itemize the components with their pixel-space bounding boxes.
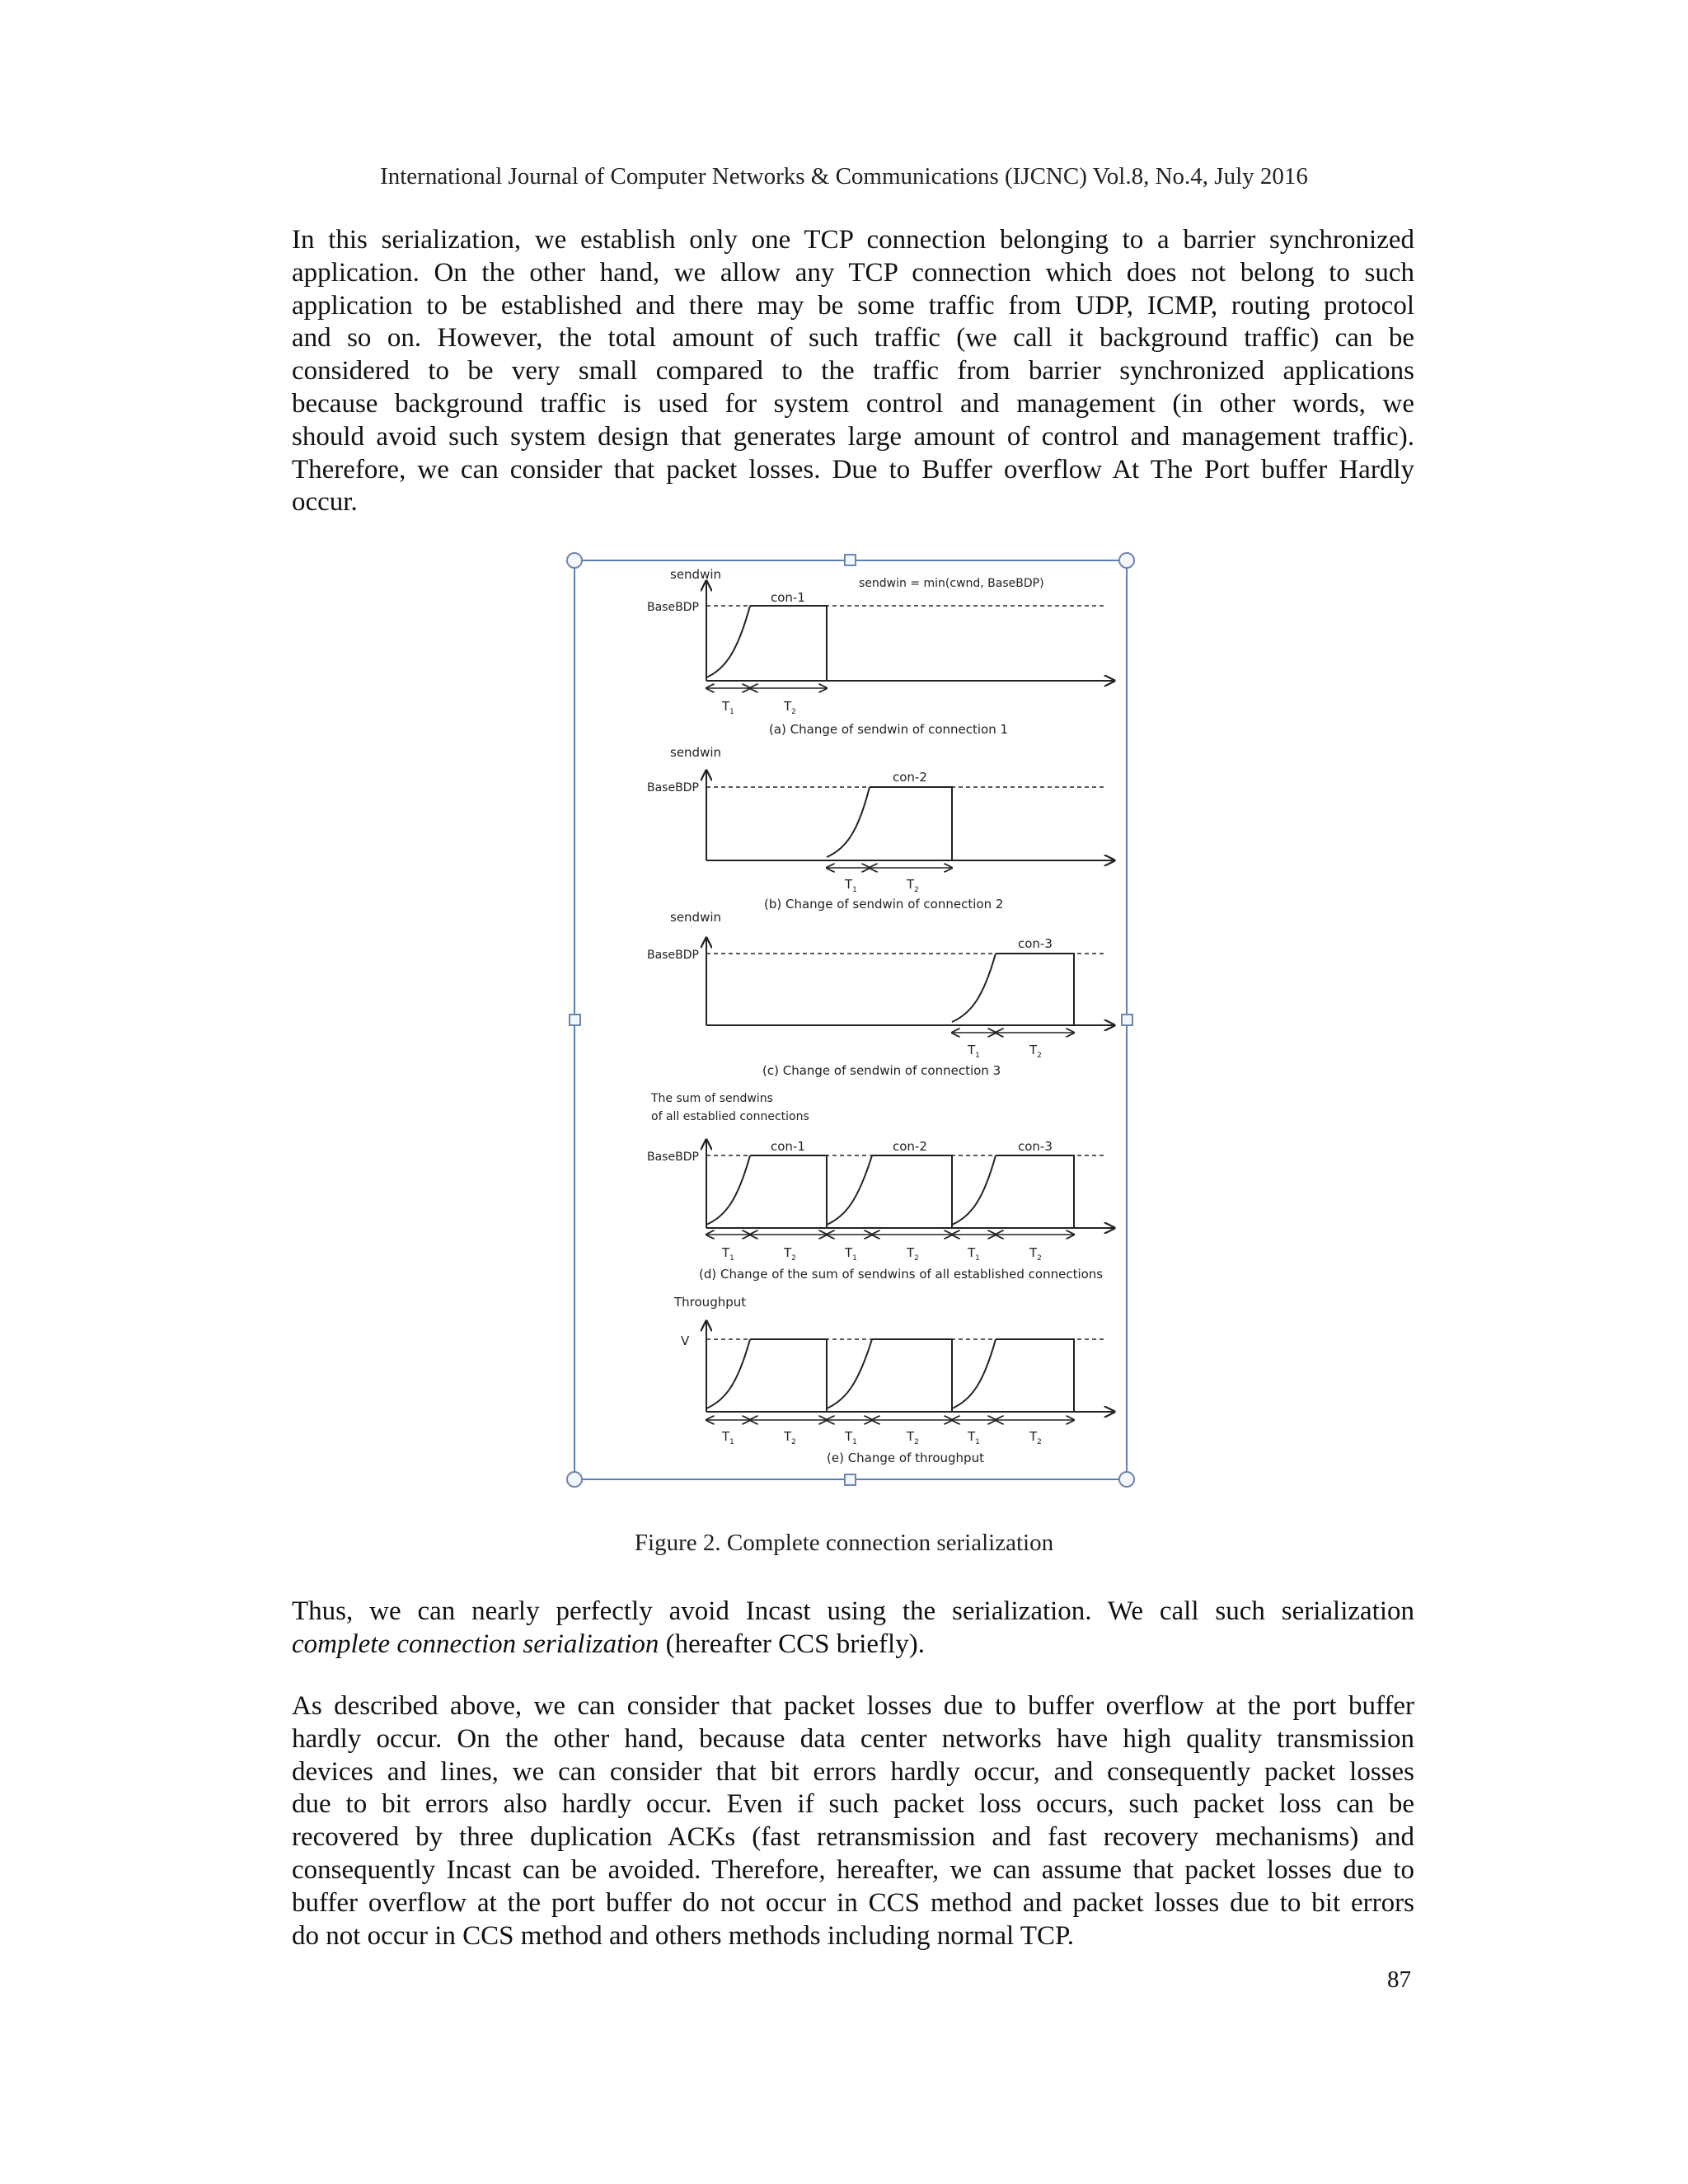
text-line: occur. (292, 487, 358, 518)
panel-caption: (c) Change of sendwin of connection 3 (762, 1063, 1001, 1078)
y-axis-label: Throughput (674, 1295, 747, 1310)
text-line: should avoid such system design that generates large amount of control and management traffic). (292, 421, 1414, 452)
connection-label: con-2 (893, 770, 927, 785)
text-line: considered to be very small compared to the traffic from barrier synchronized applications (292, 356, 1414, 387)
panel-caption: (b) Change of sendwin of connection 2 (764, 897, 1004, 912)
y-axis-label: The sum of sendwins (651, 1092, 773, 1105)
t2-label: $T_2$ (1029, 1429, 1042, 1446)
connection-label: con-3 (1018, 1139, 1053, 1154)
text-line: devices and lines, we can consider that bit errors hardly occur, and consequently packet losses (292, 1756, 1414, 1787)
level-label: BaseBDP (647, 949, 699, 962)
panel-caption: (a) Change of sendwin of connection 1 (769, 722, 1009, 737)
running-header: International Journal of Computer Networks & Communications (IJCNC) Vol.8, No.4, July 2016 (380, 163, 1308, 190)
y-axis-label: sendwin (670, 745, 722, 760)
paragraph-2 (292, 1596, 1414, 1661)
page-number: 87 (1387, 1966, 1411, 1993)
text-line: In this serialization, we establish only one TCP connection belonging to a barrier synchronized (292, 225, 1414, 255)
t1-label: $T_1$ (968, 1043, 980, 1060)
resize-handle[interactable] (567, 553, 582, 568)
t1-label: $T_1$ (722, 699, 734, 716)
panel-e (706, 1321, 1114, 1420)
panel-d (706, 1140, 1114, 1235)
text-line: and so on. However, the total amount of such traffic (we call it background traffic) can be (292, 323, 1414, 354)
level-label: BaseBDP (647, 781, 699, 794)
y-axis-label: of all establied connections (651, 1110, 809, 1123)
text-line: Thus, we can nearly perfectly avoid Incast using the serialization. We call such serialization (292, 1596, 1414, 1626)
resize-handle[interactable] (567, 1472, 582, 1487)
resize-handle[interactable] (1119, 1472, 1134, 1487)
t2-label: $T_2$ (907, 877, 919, 894)
connection-label: con-3 (1018, 936, 1053, 951)
text-line: consequently Incast can be avoided. Therefore, hereafter, we can assume that packet losses due to (292, 1854, 1414, 1885)
text-line: buffer overflow at the port buffer do not occur in CCS method and packet losses due to bit errors (292, 1887, 1414, 1918)
paragraph-3 (292, 1690, 1414, 1952)
formula-label: sendwin = min(cwnd, BaseBDP) (859, 577, 1044, 590)
t2-label: $T_2$ (784, 1245, 796, 1263)
text-line: do not occur in CCS method and others methods including normal TCP. (292, 1920, 1074, 1951)
panel-a (706, 581, 1114, 688)
resize-handle[interactable] (845, 1474, 856, 1485)
level-label: BaseBDP (647, 1151, 699, 1164)
text-line: Therefore, we can consider that packet losses. Due to Buffer overflow At The Port buffer Hardly (292, 454, 1414, 485)
text-line: because background traffic is used for system control and management (in other words, we (292, 388, 1414, 419)
text-line: As described above, we can consider that packet losses due to buffer overflow at the port buffer (292, 1691, 1414, 1721)
figure-caption: Figure 2. Complete connection serialization (634, 1530, 1054, 1556)
y-axis-label: sendwin (670, 910, 722, 925)
panel-c (706, 938, 1114, 1033)
text-line (292, 1629, 1414, 1661)
level-label: BaseBDP (647, 601, 699, 614)
y-axis-label: sendwin (670, 567, 722, 582)
t1-label: $T_1$ (968, 1245, 980, 1263)
resize-handle[interactable] (1122, 1015, 1132, 1025)
resize-handle[interactable] (1119, 553, 1134, 568)
t2-label: $T_2$ (907, 1429, 919, 1446)
resize-handle[interactable] (570, 1015, 580, 1025)
text-run: (hereafter CCS briefly). (659, 1629, 925, 1659)
t1-label: $T_1$ (968, 1429, 980, 1446)
text-line: application. On the other hand, we allow any TCP connection which does not belong to such (292, 257, 1414, 288)
t2-label: $T_2$ (907, 1245, 919, 1263)
level-label: V (681, 1333, 690, 1348)
italic-term: complete connection serialization (292, 1629, 659, 1659)
panel-caption: (e) Change of throughput (827, 1451, 984, 1465)
t1-label: $T_1$ (845, 877, 857, 894)
text-line: recovered by three duplication ACKs (fast retransmission and fast recovery mechanisms) and (292, 1822, 1414, 1853)
t1-label: $T_1$ (722, 1245, 734, 1263)
panel-caption: (d) Change of the sum of sendwins of all established connections (699, 1267, 1104, 1282)
t2-label: $T_2$ (784, 1429, 796, 1446)
t1-label: $T_1$ (845, 1245, 857, 1263)
t2-label: $T_2$ (1029, 1245, 1042, 1263)
resize-handle[interactable] (845, 555, 856, 565)
connection-label: con-1 (771, 1139, 805, 1154)
panel-b (706, 771, 1114, 868)
text-line: hardly occur. On the other hand, because data center networks have high quality transmission (292, 1723, 1414, 1754)
t1-label: $T_1$ (722, 1429, 734, 1446)
t2-label: $T_2$ (784, 699, 796, 716)
t2-label: $T_2$ (1029, 1043, 1042, 1060)
connection-label: con-2 (893, 1139, 927, 1154)
selection-frame[interactable] (567, 553, 1134, 1487)
t1-label: $T_1$ (845, 1429, 857, 1446)
connection-label: con-1 (771, 590, 805, 605)
text-line: application to be established and there may be some traffic from UDP, ICMP, routing protocol (292, 290, 1414, 321)
text-line: due to bit errors also hardly occur. Even if such packet loss occurs, such packet loss can be (292, 1789, 1414, 1820)
